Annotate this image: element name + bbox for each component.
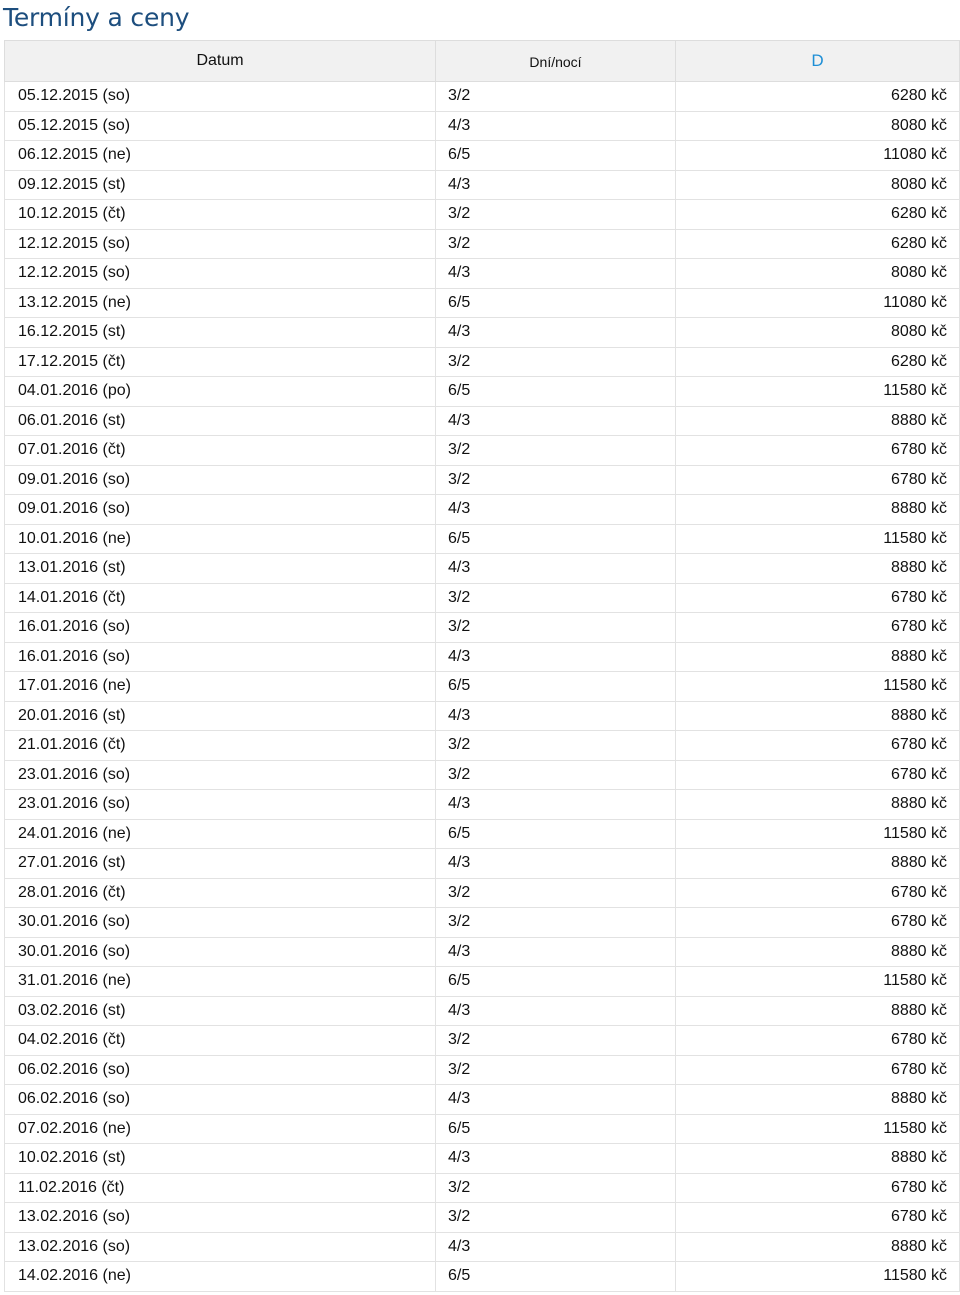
date-cell: 10.02.2016 (st)	[5, 1144, 436, 1174]
days-cell: 3/2	[436, 465, 676, 495]
price-cell: 6780 kč	[676, 731, 960, 761]
date-cell: 31.01.2016 (ne)	[5, 967, 436, 997]
table-row	[5, 200, 960, 230]
date-cell: 07.01.2016 (čt)	[5, 436, 436, 466]
price-cell: 6780 kč	[676, 613, 960, 643]
days-cell: 3/2	[436, 200, 676, 230]
table-row	[5, 1232, 960, 1262]
table-row	[5, 436, 960, 466]
date-cell: 13.12.2015 (ne)	[5, 288, 436, 318]
table-row	[5, 790, 960, 820]
price-cell: 6780 kč	[676, 583, 960, 613]
header-date[interactable]: Datum	[5, 41, 436, 82]
date-cell: 17.12.2015 (čt)	[5, 347, 436, 377]
days-cell: 4/3	[436, 1144, 676, 1174]
table-row	[5, 642, 960, 672]
date-cell: 30.01.2016 (so)	[5, 937, 436, 967]
date-cell: 06.01.2016 (st)	[5, 406, 436, 436]
price-cell: 8880 kč	[676, 1085, 960, 1115]
days-cell: 6/5	[436, 819, 676, 849]
date-cell: 23.01.2016 (so)	[5, 760, 436, 790]
date-cell: 23.01.2016 (so)	[5, 790, 436, 820]
date-cell: 04.01.2016 (po)	[5, 377, 436, 407]
days-cell: 4/3	[436, 790, 676, 820]
date-cell: 10.12.2015 (čt)	[5, 200, 436, 230]
days-cell: 4/3	[436, 259, 676, 289]
date-cell: 06.12.2015 (ne)	[5, 141, 436, 171]
price-cell: 8880 kč	[676, 790, 960, 820]
price-cell: 8880 kč	[676, 701, 960, 731]
price-cell: 11580 kč	[676, 672, 960, 702]
header-row	[5, 41, 960, 82]
price-cell: 6780 kč	[676, 878, 960, 908]
days-cell: 6/5	[436, 377, 676, 407]
date-cell: 14.01.2016 (čt)	[5, 583, 436, 613]
days-cell: 3/2	[436, 229, 676, 259]
table-row	[5, 937, 960, 967]
table-row	[5, 554, 960, 584]
date-cell: 13.02.2016 (so)	[5, 1232, 436, 1262]
days-cell: 4/3	[436, 642, 676, 672]
date-cell: 27.01.2016 (st)	[5, 849, 436, 879]
days-cell: 3/2	[436, 613, 676, 643]
price-cell: 8880 kč	[676, 1232, 960, 1262]
table-row	[5, 613, 960, 643]
table-row	[5, 760, 960, 790]
days-cell: 6/5	[436, 524, 676, 554]
table-row	[5, 1026, 960, 1056]
table-row	[5, 731, 960, 761]
price-cell: 6780 kč	[676, 465, 960, 495]
table-row	[5, 849, 960, 879]
price-cell: 6280 kč	[676, 347, 960, 377]
date-cell: 05.12.2015 (so)	[5, 111, 436, 141]
table-row	[5, 908, 960, 938]
date-cell: 16.01.2016 (so)	[5, 642, 436, 672]
header-days[interactable]: Dní/nocí	[436, 41, 676, 82]
price-cell: 6780 kč	[676, 436, 960, 466]
page-title: Termíny a ceny	[3, 3, 190, 32]
table-row	[5, 111, 960, 141]
date-cell: 11.02.2016 (čt)	[5, 1173, 436, 1203]
days-cell: 4/3	[436, 318, 676, 348]
days-cell: 6/5	[436, 288, 676, 318]
date-cell: 24.01.2016 (ne)	[5, 819, 436, 849]
days-cell: 6/5	[436, 1114, 676, 1144]
date-cell: 03.02.2016 (st)	[5, 996, 436, 1026]
table-row	[5, 495, 960, 525]
price-cell: 11080 kč	[676, 288, 960, 318]
date-cell: 09.01.2016 (so)	[5, 465, 436, 495]
days-cell: 3/2	[436, 583, 676, 613]
table-row	[5, 878, 960, 908]
price-cell: 6780 kč	[676, 1203, 960, 1233]
days-cell: 3/2	[436, 1026, 676, 1056]
days-cell: 4/3	[436, 111, 676, 141]
table-row	[5, 259, 960, 289]
days-cell: 3/2	[436, 731, 676, 761]
date-cell: 06.02.2016 (so)	[5, 1085, 436, 1115]
date-cell: 21.01.2016 (čt)	[5, 731, 436, 761]
price-cell: 11580 kč	[676, 524, 960, 554]
date-cell: 13.01.2016 (st)	[5, 554, 436, 584]
price-cell: 6780 kč	[676, 1026, 960, 1056]
days-cell: 6/5	[436, 967, 676, 997]
table-row	[5, 377, 960, 407]
price-cell: 6780 kč	[676, 1173, 960, 1203]
price-cell: 8880 kč	[676, 642, 960, 672]
price-cell: 8880 kč	[676, 495, 960, 525]
table-row	[5, 583, 960, 613]
days-cell: 3/2	[436, 436, 676, 466]
price-cell: 11580 kč	[676, 1114, 960, 1144]
table-row	[5, 819, 960, 849]
price-cell: 8880 kč	[676, 1144, 960, 1174]
table-row	[5, 141, 960, 171]
price-cell: 11580 kč	[676, 819, 960, 849]
days-cell: 4/3	[436, 554, 676, 584]
days-cell: 3/2	[436, 908, 676, 938]
date-cell: 20.01.2016 (st)	[5, 701, 436, 731]
price-cell: 6280 kč	[676, 82, 960, 112]
date-cell: 07.02.2016 (ne)	[5, 1114, 436, 1144]
days-cell: 6/5	[436, 1262, 676, 1292]
table-row	[5, 288, 960, 318]
price-cell: 6780 kč	[676, 760, 960, 790]
table-row	[5, 170, 960, 200]
date-cell: 13.02.2016 (so)	[5, 1203, 436, 1233]
table-row	[5, 1262, 960, 1292]
table-row	[5, 967, 960, 997]
price-cell: 11580 kč	[676, 377, 960, 407]
header-price[interactable]: D	[676, 41, 960, 82]
days-cell: 4/3	[436, 937, 676, 967]
table-row	[5, 524, 960, 554]
price-cell: 11580 kč	[676, 967, 960, 997]
days-cell: 3/2	[436, 347, 676, 377]
date-cell: 30.01.2016 (so)	[5, 908, 436, 938]
days-cell: 4/3	[436, 495, 676, 525]
days-cell: 4/3	[436, 406, 676, 436]
date-cell: 14.02.2016 (ne)	[5, 1262, 436, 1292]
price-cell: 6280 kč	[676, 229, 960, 259]
price-cell: 8880 kč	[676, 554, 960, 584]
days-cell: 4/3	[436, 1085, 676, 1115]
table-row	[5, 1114, 960, 1144]
price-cell: 6780 kč	[676, 1055, 960, 1085]
date-cell: 06.02.2016 (so)	[5, 1055, 436, 1085]
table-row	[5, 318, 960, 348]
days-cell: 3/2	[436, 82, 676, 112]
price-cell: 11580 kč	[676, 1262, 960, 1292]
date-cell: 05.12.2015 (so)	[5, 82, 436, 112]
price-cell: 11080 kč	[676, 141, 960, 171]
days-cell: 3/2	[436, 760, 676, 790]
price-cell: 8080 kč	[676, 170, 960, 200]
date-cell: 10.01.2016 (ne)	[5, 524, 436, 554]
date-cell: 12.12.2015 (so)	[5, 229, 436, 259]
table-row	[5, 1055, 960, 1085]
days-cell: 3/2	[436, 878, 676, 908]
table-row	[5, 347, 960, 377]
table-row	[5, 229, 960, 259]
table-row	[5, 672, 960, 702]
days-cell: 6/5	[436, 672, 676, 702]
table-header	[5, 41, 960, 82]
price-cell: 8880 kč	[676, 996, 960, 1026]
days-cell: 3/2	[436, 1055, 676, 1085]
table-row	[5, 1144, 960, 1174]
date-cell: 16.01.2016 (so)	[5, 613, 436, 643]
table-row	[5, 82, 960, 112]
price-cell: 8080 kč	[676, 259, 960, 289]
days-cell: 3/2	[436, 1173, 676, 1203]
days-cell: 4/3	[436, 849, 676, 879]
table-row	[5, 996, 960, 1026]
date-cell: 04.02.2016 (čt)	[5, 1026, 436, 1056]
price-cell: 6780 kč	[676, 908, 960, 938]
date-cell: 28.01.2016 (čt)	[5, 878, 436, 908]
days-cell: 3/2	[436, 1203, 676, 1233]
price-cell: 8080 kč	[676, 318, 960, 348]
table-body	[5, 82, 960, 1292]
date-cell: 16.12.2015 (st)	[5, 318, 436, 348]
days-cell: 4/3	[436, 1232, 676, 1262]
price-cell: 6280 kč	[676, 200, 960, 230]
price-cell: 8880 kč	[676, 849, 960, 879]
table-row	[5, 1173, 960, 1203]
price-table	[4, 40, 960, 1292]
date-cell: 09.01.2016 (so)	[5, 495, 436, 525]
price-cell: 8080 kč	[676, 111, 960, 141]
date-cell: 12.12.2015 (so)	[5, 259, 436, 289]
days-cell: 4/3	[436, 996, 676, 1026]
price-table-container	[4, 40, 959, 1292]
date-cell: 17.01.2016 (ne)	[5, 672, 436, 702]
table-row	[5, 406, 960, 436]
date-cell: 09.12.2015 (st)	[5, 170, 436, 200]
table-row	[5, 701, 960, 731]
table-row	[5, 465, 960, 495]
price-cell: 8880 kč	[676, 937, 960, 967]
price-cell: 8880 kč	[676, 406, 960, 436]
days-cell: 4/3	[436, 701, 676, 731]
days-cell: 4/3	[436, 170, 676, 200]
table-row	[5, 1203, 960, 1233]
table-row	[5, 1085, 960, 1115]
days-cell: 6/5	[436, 141, 676, 171]
